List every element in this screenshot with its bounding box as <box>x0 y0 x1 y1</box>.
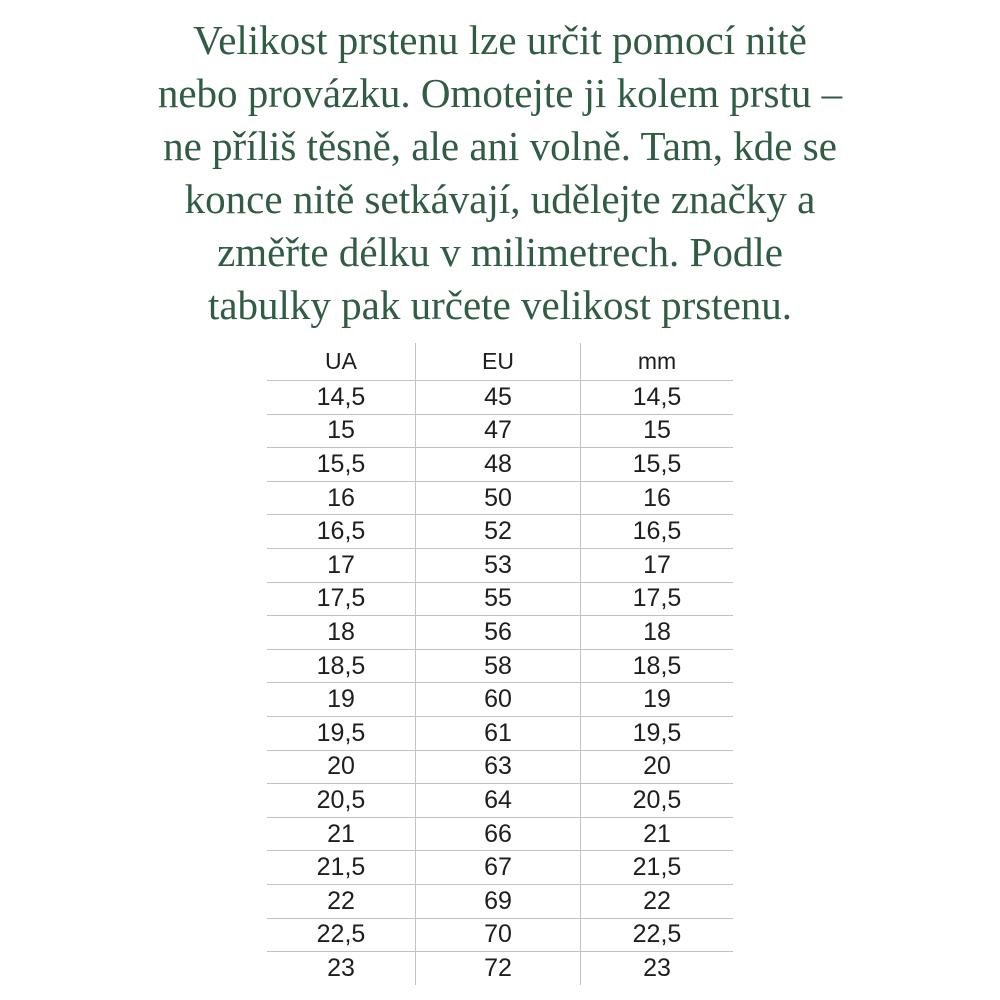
table-cell: 19,5 <box>581 716 734 750</box>
table-cell: 58 <box>416 649 581 683</box>
table-row <box>267 582 733 616</box>
table-cell: 15,5 <box>581 448 734 482</box>
table-cell: 22,5 <box>581 918 734 952</box>
column-header: mm <box>581 343 734 381</box>
table-cell: 17 <box>581 548 734 582</box>
table-cell: 17,5 <box>267 582 416 616</box>
table-cell: 48 <box>416 448 581 482</box>
intro-line: Velikost prstenu lze určit pomocí nitě <box>193 17 807 63</box>
table-cell: 64 <box>416 784 581 818</box>
table-row <box>267 515 733 549</box>
table-cell: 21,5 <box>581 851 734 885</box>
intro-line: změřte délku v milimetrech. Podle <box>217 229 783 275</box>
table-cell: 20,5 <box>581 784 734 818</box>
ring-size-table <box>267 343 733 985</box>
intro-line: ne příliš těsně, ale ani volně. Tam, kde se <box>163 123 837 169</box>
column-header: EU <box>416 343 581 381</box>
table-cell: 66 <box>416 817 581 851</box>
table-cell: 63 <box>416 750 581 784</box>
table-row <box>267 548 733 582</box>
table-cell: 16,5 <box>581 515 734 549</box>
table-cell: 47 <box>416 414 581 448</box>
table-cell: 23 <box>327 953 355 982</box>
table-cell: 70 <box>416 918 581 952</box>
table-row <box>267 817 733 851</box>
table-row <box>267 448 733 482</box>
table-cell: 22 <box>267 884 416 918</box>
table-cell: 16 <box>267 481 416 515</box>
table-cell: 21 <box>581 817 734 851</box>
table-row <box>267 884 733 918</box>
intro-text <box>0 0 1000 332</box>
table-cell: 18 <box>267 616 416 650</box>
table-cell: 23 <box>581 952 734 985</box>
table-row <box>267 784 733 818</box>
table-cell: 19 <box>581 683 734 717</box>
table-cell: 15,5 <box>267 448 416 482</box>
table-row <box>267 649 733 683</box>
table-row <box>267 414 733 448</box>
table-cell: 20 <box>581 750 734 784</box>
table-cell: 56 <box>416 616 581 650</box>
table-cell: 50 <box>416 481 581 515</box>
intro-line: nebo provázku. Omotejte ji kolem prstu – <box>157 70 843 116</box>
table-cell: 16 <box>581 481 734 515</box>
table-row <box>267 616 733 650</box>
table-cell: 16,5 <box>267 515 416 549</box>
table-cell: 53 <box>416 548 581 582</box>
table-row <box>267 381 733 415</box>
table-row <box>267 716 733 750</box>
table-cell: 69 <box>416 884 581 918</box>
table-row <box>267 918 733 952</box>
table-cell: 15 <box>267 414 416 448</box>
table-body <box>267 381 733 985</box>
table-cell: 17 <box>267 548 416 582</box>
table-row <box>267 851 733 885</box>
table-cell: 45 <box>416 381 581 415</box>
table-cell: 17,5 <box>581 582 734 616</box>
table-cell: 18,5 <box>267 649 416 683</box>
table-cell: 15 <box>581 414 734 448</box>
table-cell: 60 <box>416 683 581 717</box>
table-row <box>267 481 733 515</box>
table-cell: 19,5 <box>267 716 416 750</box>
table-row <box>267 952 733 985</box>
table-cell: 55 <box>416 582 581 616</box>
table-cell: 18,5 <box>581 649 734 683</box>
table-cell: 52 <box>416 515 581 549</box>
table-cell: 22,5 <box>267 918 416 952</box>
table-cell: 61 <box>416 716 581 750</box>
table-cell: 14,5 <box>267 381 416 415</box>
table-row <box>267 750 733 784</box>
table-header-row <box>267 343 733 381</box>
table-cell: 21,5 <box>267 851 416 885</box>
table-row <box>267 683 733 717</box>
table-cell: 21 <box>267 817 416 851</box>
table-cell: 22 <box>581 884 734 918</box>
table-cell: 20 <box>267 750 416 784</box>
column-header: UA <box>267 343 416 381</box>
table-cell: 14,5 <box>581 381 734 415</box>
table-cell: 72 <box>416 952 581 985</box>
table-cell: 18 <box>581 616 734 650</box>
table-header <box>267 343 733 381</box>
table-cell: 67 <box>416 851 581 885</box>
table-cell: 20,5 <box>267 784 416 818</box>
intro-line: tabulky pak určete velikost prstenu. <box>207 282 793 328</box>
intro-line: konce nitě setkávají, udělejte značky a <box>184 176 816 222</box>
table-cell: 19 <box>267 683 416 717</box>
